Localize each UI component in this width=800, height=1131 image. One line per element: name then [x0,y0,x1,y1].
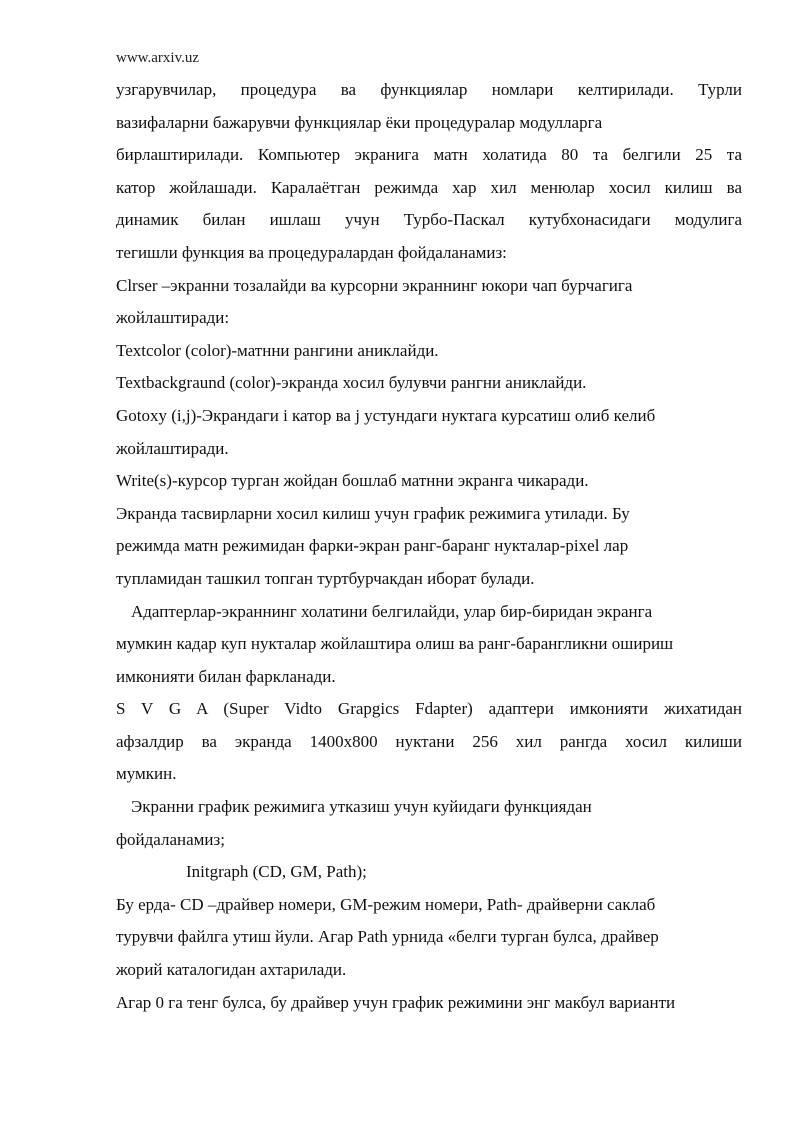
text-line: жорий каталогидан ахтарилади. [116,960,347,980]
text-line: мумкин кадар куп нукталар жойлаштира олиш ва ранг-барангликни ошириш [116,634,674,654]
text-line: S V G A (Super Vidto Grapgics Fdapter) адаптери имконияти жихатидан [116,699,742,719]
text-line: Экранда тасвирларни хосил килиш учун график режимига утилади. Бу [116,503,630,523]
text-line: тегишли функция ва процедуралардан фойдаланамиз: [116,242,507,262]
text-line: режимда матн режимидан фарки-экран ранг-баранг нукталар-pixel лар [116,536,629,556]
text-line: Write(s)-курсор турган жойдан бошлаб матнни экранга чикаради. [116,471,589,491]
text-line: Агар 0 га тенг булса, бу драйвер учун график режимини энг макбул варианти [116,992,676,1012]
text-line: турувчи файлга утиш йули. Агар Path урнида «белги турган булса, драйвер [116,927,659,947]
text-line: вазифаларни бажарувчи функциялар ёки процедуралар модулларга [116,112,603,132]
text-line: катор жойлашади. Каралаётган режимда хар хил менюлар хосил килиш ва [116,177,742,197]
text-line: мумкин. [116,764,177,784]
text-line: Бу ерда- CD –драйвер номери, GM-режим номери, Path- драйверни саклаб [116,894,656,914]
site-url-header: www.arxiv.uz [116,50,200,66]
text-line: Адаптерлар-экраннинг холатини белгилайди, улар бир-биридан экранга [131,601,653,621]
text-line: бирлаштирилади. Компьютер экранига матн холатида 80 та белгили 25 та [116,145,742,165]
body-text [116,74,742,1019]
text-line: Экранни график режимига утказиш учун куйидаги функциядан [131,797,592,817]
text-line: имконияти билан фаркланади. [116,666,336,686]
text-line: жойлаштиради. [116,438,229,458]
text-line: узгарувчилар, процедура ва функциялар номлари келтирилади. Турли [116,80,742,99]
text-line: Gotoxy (i,j)-Экрандаги i катор ва j устундаги нуктага курсатиш олиб келиб [116,405,656,425]
code-line: Initgraph (CD, GM, Path); [186,862,367,882]
text-line: Textcolor (color)-матнни рангини аниклайди. [116,340,439,360]
text-line: жойлаштиради: [116,308,230,328]
text-line: фойдаланамиз; [116,829,225,849]
text-line: Textbackgraund (color)-экранда хосил булувчи рангни аниклайди. [116,373,587,393]
text-line: динамик билан ишлаш учун Турбо-Паскал кутубхонасидаги модулига [116,210,742,230]
text-line: афзалдир ва экранда 1400x800 нуктани 256 хил рангда хосил килиши [116,731,742,751]
text-line: Clrser –экранни тозалайди ва курсорни экраннинг юкори чап бурчагига [116,275,633,295]
text-line: тупламидан ташкил топган туртбурчакдан иборат булади. [116,568,535,588]
